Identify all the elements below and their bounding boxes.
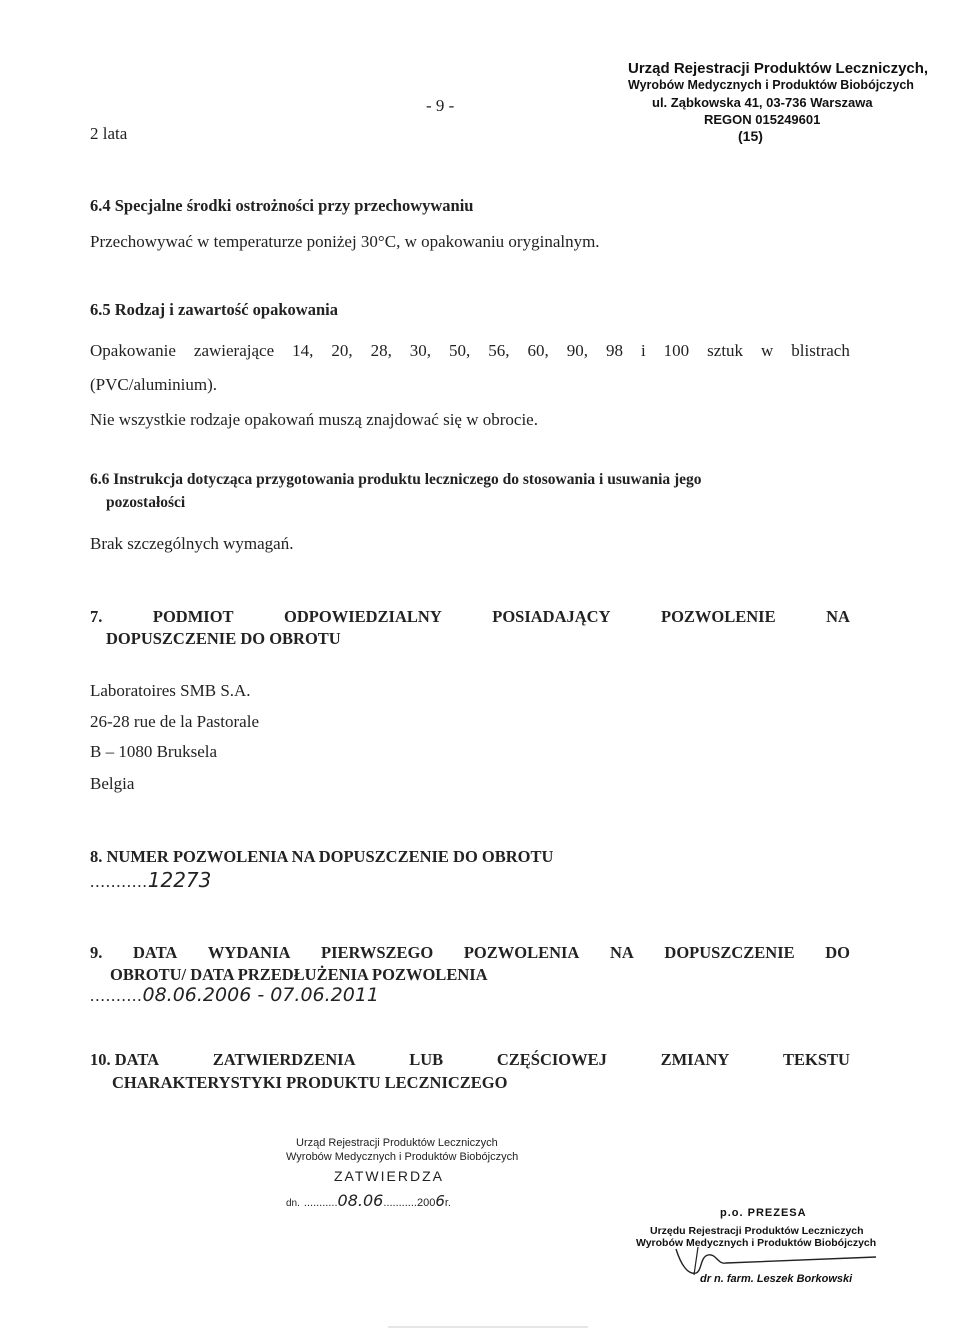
section-8-heading: 8. NUMER POZWOLENIA NA DOPUSZCZENIE DO OBROTU: [90, 847, 554, 866]
word: 28,: [370, 341, 392, 360]
word: 50,: [449, 341, 471, 360]
word: DATA: [132, 943, 178, 962]
word: TEKSTU: [783, 1050, 850, 1069]
word: 90,: [566, 341, 588, 360]
signature-stamp-line: Wyrobów Medycznych i Produktów Biobójczych: [636, 1237, 877, 1249]
section-9-heading: [90, 943, 850, 963]
word: CZĘŚCIOWEJ: [496, 1050, 607, 1069]
word: DOPUSZCZENIE: [664, 943, 795, 962]
word: 56,: [488, 341, 510, 360]
section-6-5-line1: [90, 341, 850, 361]
word: 98: [605, 341, 623, 360]
date-dots: ...........: [383, 1197, 417, 1209]
signature-stamp-line: Urzędu Rejestracji Produktów Leczniczych: [650, 1225, 864, 1237]
stamp-line: Wyrobów Medycznych i Produktów Biobójczych: [628, 78, 914, 92]
date-dots: ...........: [303, 1197, 338, 1209]
scan-edge-divider: [388, 1326, 588, 1328]
word: sztuk: [707, 341, 744, 360]
page-number: - 9 -: [426, 96, 455, 115]
word: ZATWIERDZENIA: [212, 1050, 356, 1069]
word: 14,: [292, 341, 314, 360]
stamp-line: REGON 015249601: [704, 112, 821, 127]
section-6-5-line2: (PVC/aluminium).: [90, 375, 218, 394]
section-6-4-text: Przechowywać w temperaturze poniżej 30°C, w opakowaniu oryginalnym.: [90, 232, 600, 251]
word: PIERWSZEGO: [321, 943, 434, 962]
date-end: r.: [444, 1197, 451, 1209]
word: POZWOLENIA: [463, 943, 580, 962]
holder-street: 26-28 rue de la Pastorale: [90, 712, 259, 731]
word: ZMIANY: [660, 1050, 730, 1069]
authorization-number: [90, 868, 211, 892]
date-prefix: dn.: [286, 1198, 300, 1209]
word: NA: [609, 943, 634, 962]
section-6-6-text: Brak szczególnych wymagań.: [90, 534, 294, 553]
holder-name: Laboratoires SMB S.A.: [90, 681, 251, 700]
stamp-line: ul. Ząbkowska 41, 03-736 Warszawa: [652, 95, 873, 110]
word: zawierające: [193, 341, 275, 360]
word: i: [640, 341, 646, 360]
section-7-heading: [90, 607, 850, 627]
word: POSIADAJĄCY: [492, 607, 611, 626]
word: blistrach: [791, 341, 850, 360]
section-6-4-heading: 6.4 Specjalne środki ostrożności przy przechowywaniu: [90, 196, 474, 215]
stamp-line: Urząd Rejestracji Produktów Leczniczych,: [628, 60, 929, 77]
section-7-heading-cont: DOPUSZCZENIE DO OBROTU: [106, 629, 341, 648]
date-handwritten-year: 6: [435, 1192, 445, 1210]
shelf-life-value: 2 lata: [90, 124, 128, 143]
approval-stamp-line: Wyrobów Medycznych i Produktów Biobójczych: [286, 1151, 519, 1163]
holder-city: B – 1080 Bruksela: [90, 742, 218, 761]
approval-stamp: [286, 1136, 526, 1211]
approval-stamp-date: [286, 1191, 526, 1211]
section-6-5-heading: 6.5 Rodzaj i zawartość opakowania: [90, 300, 338, 319]
signatory-name: dr n. farm. Leszek Borkowski: [700, 1273, 853, 1285]
word: w: [761, 341, 774, 360]
word: 60,: [527, 341, 549, 360]
word: POZWOLENIE: [661, 607, 776, 626]
word: 9.: [90, 943, 103, 962]
word: ODPOWIEDZIALNY: [284, 607, 442, 626]
signature-stamp: [636, 1207, 916, 1285]
section-6-6-heading: 6.6 Instrukcja dotycząca przygotowania produktu leczniczego do stosowania i usuwania jego: [90, 471, 702, 488]
word: LUB: [409, 1050, 444, 1069]
section-6-5-line3: Nie wszystkie rodzaje opakowań muszą znajdować się w obrocie.: [90, 410, 538, 429]
approval-stamp-approves: ZATWIERDZA: [334, 1168, 444, 1184]
approval-stamp-line: Urząd Rejestracji Produktów Leczniczych: [296, 1137, 498, 1149]
word: NA: [826, 607, 850, 626]
authorization-dates: [90, 984, 379, 1006]
word: 20,: [331, 341, 353, 360]
handwritten-dates: 08.06.2006 - 07.06.2011: [142, 984, 380, 1006]
word: WYDANIA: [207, 943, 291, 962]
signature-stamp-title: p.o. PREZESA: [720, 1207, 807, 1219]
word: 30,: [409, 341, 432, 360]
dots: ...........: [90, 872, 148, 891]
section-10-heading-cont: CHARAKTERYSTYKI PRODUKTU LECZNICZEGO: [112, 1073, 508, 1092]
word: Opakowanie: [90, 341, 176, 360]
section-6-6-heading-cont: pozostałości: [106, 494, 186, 511]
dots: ..........: [90, 986, 143, 1005]
word: 100: [663, 341, 690, 360]
word: PODMIOT: [152, 607, 234, 626]
date-suffix: 200: [416, 1197, 436, 1209]
word: 7.: [90, 607, 103, 626]
holder-country: Belgia: [90, 774, 135, 793]
registration-office-stamp: [628, 60, 929, 145]
section-10-heading: [90, 1050, 850, 1070]
word: 10. DATA: [90, 1050, 160, 1069]
stamp-line: (15): [738, 128, 763, 144]
date-handwritten: 08.06: [337, 1191, 384, 1210]
word: DO: [825, 943, 850, 962]
handwritten-number: 12273: [147, 868, 212, 892]
section-9-heading-cont: OBROTU/ DATA PRZEDŁUŻENIA POZWOLENIA: [110, 965, 488, 984]
